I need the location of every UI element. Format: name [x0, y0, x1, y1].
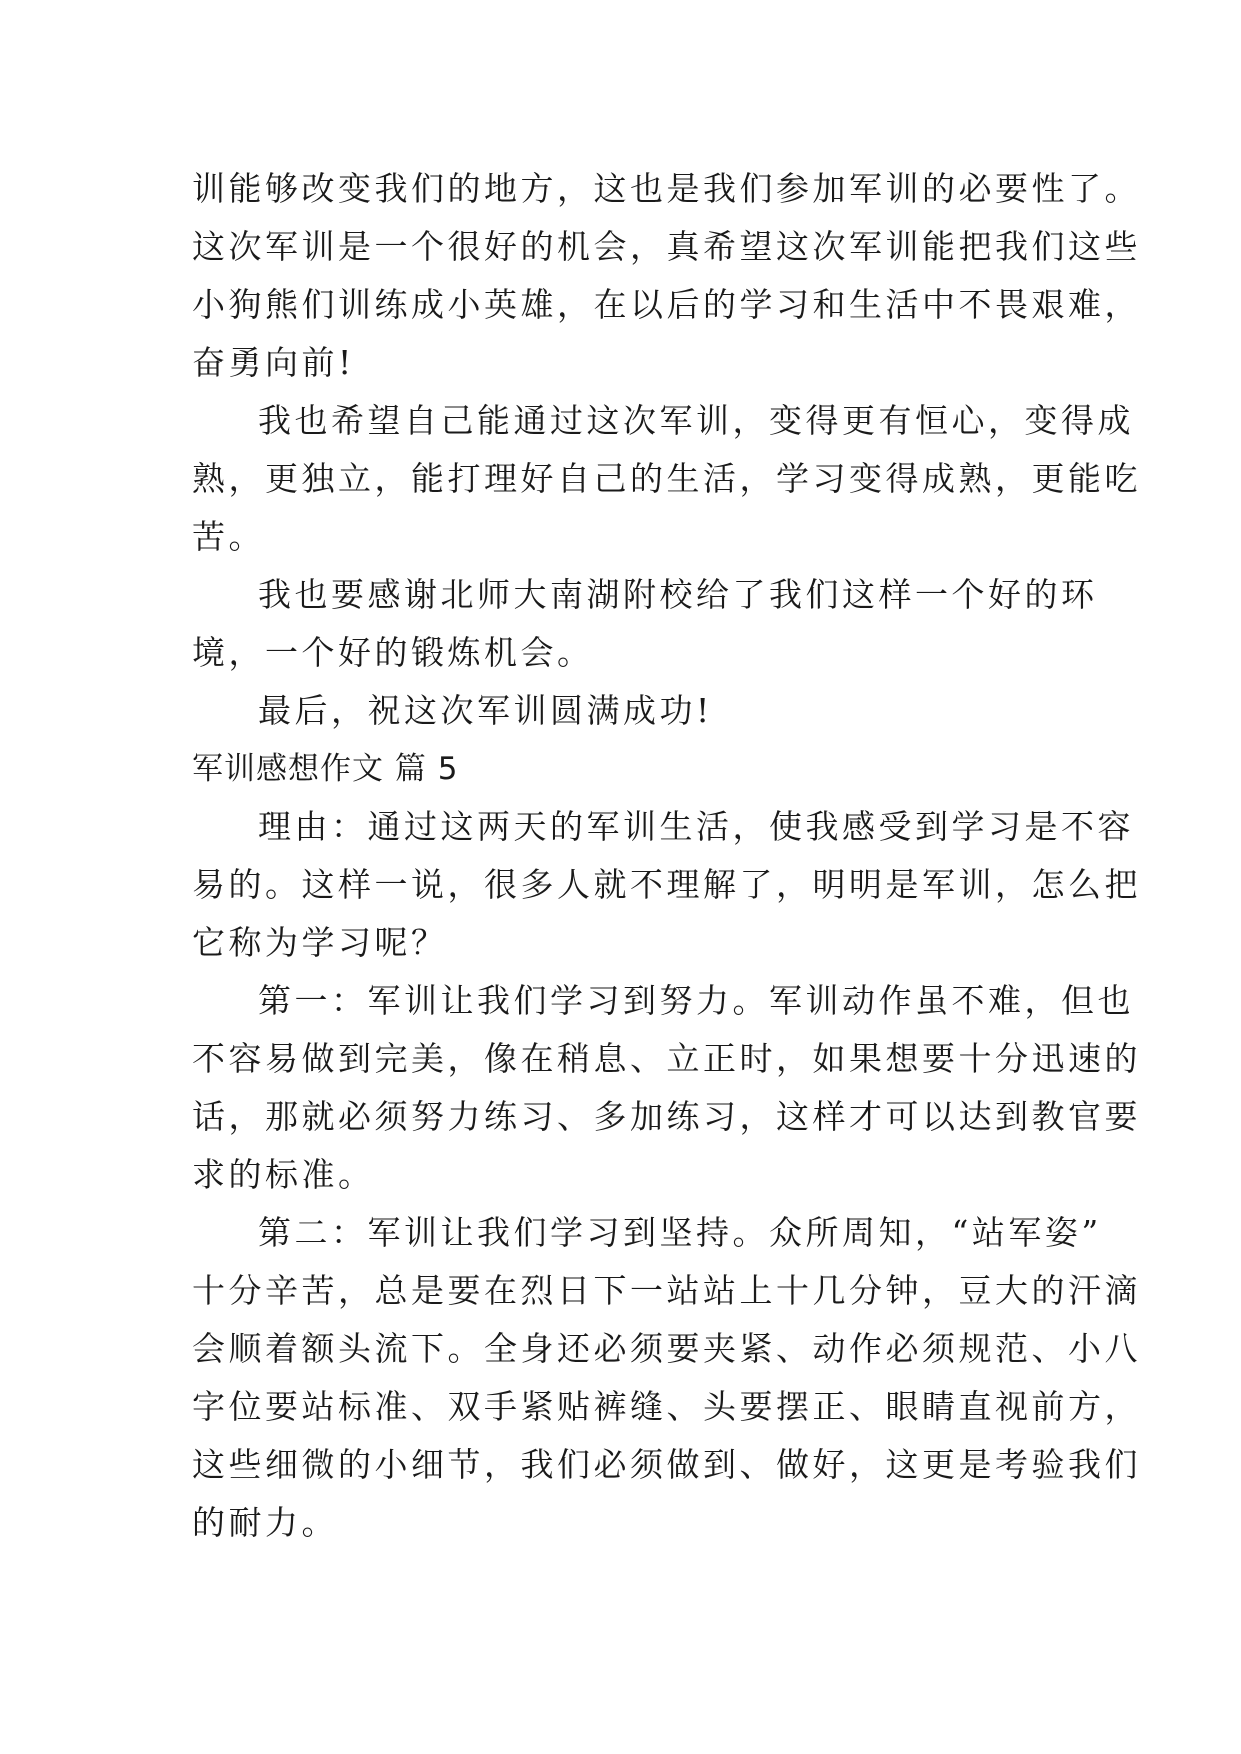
document-page [192, 160, 1141, 1552]
text-line: 我也希望自己能通过这次军训，变得更有恒心，变得成 [258, 401, 1134, 440]
text-line: 第一：军训让我们学习到努力。军训动作虽不难，但也 [258, 981, 1134, 1020]
paragraph [192, 566, 1098, 682]
text-line: 第二：军训让我们学习到坚持。众所周知，“站军姿” [258, 1213, 1102, 1252]
text-line: 训能够改变我们的地方，这也是我们参加军训的必要性了。 [192, 169, 1141, 208]
text-line: 易的。这样一说，很多人就不理解了，明明是军训，怎么把 [192, 865, 1141, 904]
text-line: 这些细微的小细节，我们必须做到、做好，这更是考验我们 [192, 1445, 1141, 1484]
text-line: 的耐力。 [192, 1503, 338, 1542]
paragraph [192, 798, 1141, 972]
paragraph [192, 1204, 1141, 1552]
text-line: 话，那就必须努力练习、多加练习，这样才可以达到教官要 [192, 1097, 1141, 1136]
text-line: 这次军训是一个很好的机会，真希望这次军训能把我们这些 [192, 227, 1141, 266]
text-line: 我也要感谢北师大南湖附校给了我们这样一个好的环 [258, 575, 1098, 614]
section-heading: 军训感想作文 篇 5 [192, 751, 459, 787]
text-line: 小狗熊们训练成小英雄，在以后的学习和生活中不畏艰难， [192, 285, 1141, 324]
text-line: 最后，祝这次军训圆满成功! [258, 691, 713, 730]
text-line: 十分辛苦，总是要在烈日下一站站上十几分钟，豆大的汗滴 [192, 1271, 1141, 1310]
text-line: 理由：通过这两天的军训生活，使我感受到学习是不容 [258, 807, 1134, 846]
paragraph [192, 682, 1072, 740]
text-line: 它称为学习呢？ [192, 923, 448, 962]
text-line: 不容易做到完美，像在稍息、立正时，如果想要十分迅速的 [192, 1039, 1141, 1078]
text-line: 苦。 [192, 517, 265, 556]
text-line: 会顺着额头流下。全身还必须要夹紧、动作必须规范、小八 [192, 1329, 1141, 1368]
text-line: 奋勇向前! [192, 343, 355, 382]
text-line: 求的标准。 [192, 1155, 375, 1194]
paragraph [192, 972, 1141, 1204]
paragraph [192, 392, 1141, 566]
text-line: 境，一个好的锻炼机会。 [192, 633, 594, 672]
paragraph-continuation [192, 160, 1141, 392]
text-line: 字位要站标准、双手紧贴裤缝、头要摆正、眼睛直视前方， [192, 1387, 1141, 1426]
text-line: 熟，更独立，能打理好自己的生活，学习变得成熟，更能吃 [192, 459, 1141, 498]
